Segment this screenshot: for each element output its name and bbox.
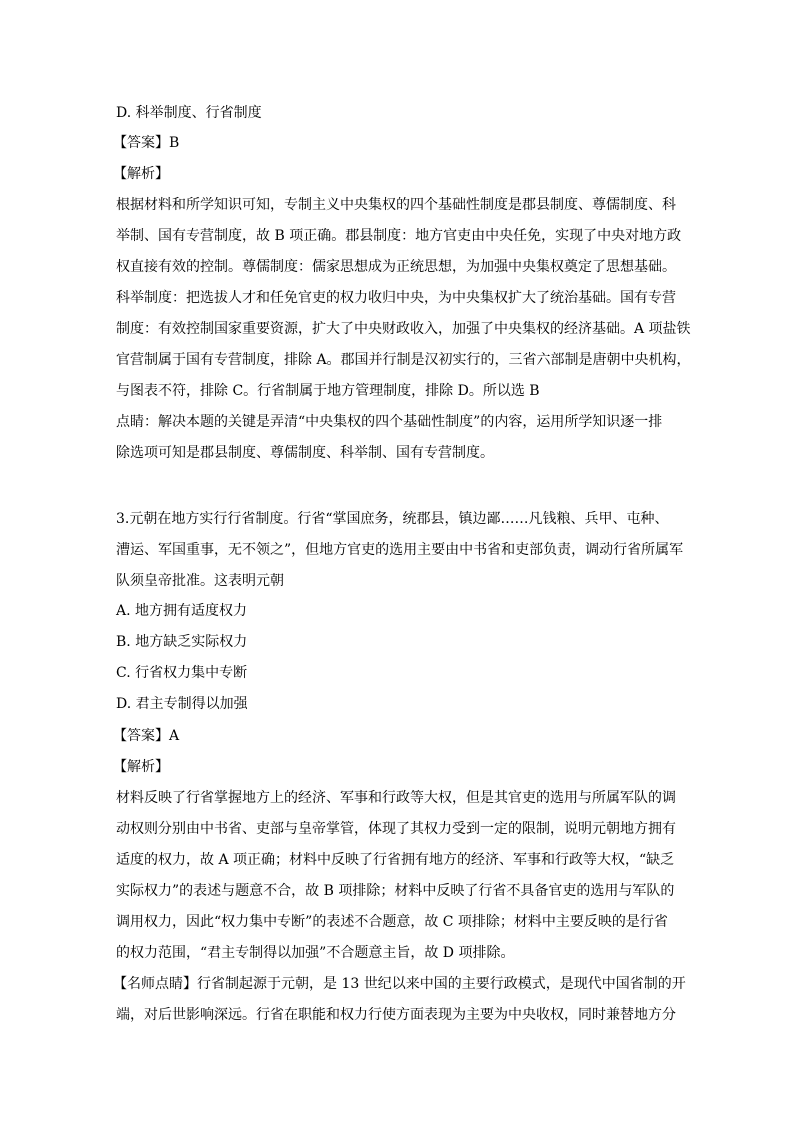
q2-analysis-line: 根据材料和所学知识可知，专制主义中央集权的四个基础性制度是郡县制度、尊儒制度、科 <box>116 197 676 213</box>
q2-option-d: D. 科举制度、行省制度 <box>116 105 262 121</box>
q3-stem-line: 队须皇帝批准。这表明元朝 <box>116 573 284 589</box>
q3-teacher-note: 【名师点睛】行省制起源于元朝，是 13 世纪以来中国的主要行政模式，是现代中国省制的开 <box>113 976 686 992</box>
q3-answer: 【答案】A <box>113 728 180 744</box>
q3-option-a: A. 地方拥有适度权力 <box>116 603 248 619</box>
q2-analysis-heading: 【解析】 <box>113 166 169 182</box>
q3-option-d: D. 君主专制得以加强 <box>116 696 248 712</box>
q3-option-b: B. 地方缺乏实际权力 <box>116 634 248 650</box>
q2-answer: 【答案】B <box>113 135 180 151</box>
q3-option-c: C. 行省权力集中专断 <box>116 665 248 681</box>
q2-analysis-line: 与图表不符，排除 C。行省制属于地方管理制度，排除 D。所以选 B <box>116 383 540 399</box>
q3-stem-line: 漕运、军国重事，无不领之”，但地方官吏的选用主要由中书省和吏部负责，调动行省所属军 <box>116 542 684 558</box>
q3-teacher-note: 端，对后世影响深远。行省在职能和权力行使方面表现为主要为中央收权，同时兼替地方分 <box>116 1007 676 1023</box>
q3-analysis-line: 适度的权力，故 A 项正确；材料中反映了行省拥有地方的经济、军事和行政等大权，“缺乏 <box>116 852 675 868</box>
q3-analysis-line: 的权力范围，“君主专制得以加强”不合题意主旨，故 D 项排除。 <box>116 945 515 961</box>
q3-analysis-line: 材料反映了行省掌握地方上的经济、军事和行政等大权，但是其官吏的选用与所属军队的调 <box>116 790 676 806</box>
q2-key-point: 点睛：解决本题的关键是弄清“中央集权的四个基础性制度”的内容，运用所学知识逐一排 <box>116 414 663 430</box>
q2-analysis-line: 制度：有效控制国家重要资源，扩大了中央财政收入，加强了中央集权的经济基础。A 项盐铁 <box>116 321 691 337</box>
q2-analysis-line: 权直接有效的控制。尊儒制度：儒家思想成为正统思想，为加强中央集权奠定了思想基础。 <box>116 259 676 275</box>
q3-stem-line: 3.元朝在地方实行行省制度。行省“掌国庶务，统郡县，镇边鄙……凡钱粮、兵甲、屯种、 <box>116 511 669 527</box>
q2-analysis-line: 官营制属于国有专营制度，排除 A。郡国并行制是汉初实行的，三省六部制是唐朝中央机构， <box>116 352 691 368</box>
q3-analysis-line: 动权则分别由中书省、吏部与皇帝掌管，体现了其权力受到一定的限制，说明元朝地方拥有 <box>116 821 676 837</box>
q3-analysis-heading: 【解析】 <box>113 759 169 775</box>
q2-key-point: 除选项可知是郡县制度、尊儒制度、科举制、国有专营制度。 <box>116 445 494 461</box>
q3-analysis-line: 实际权力”的表述与题意不合，故 B 项排除；材料中反映了行省不具备官吏的选用与军队的 <box>116 883 675 899</box>
q3-analysis-line: 调用权力，因此“权力集中专断”的表述不合题意，故 C 项排除；材料中主要反映的是行省 <box>116 914 668 930</box>
q2-analysis-line: 举制、国有专营制度，故 B 项正确。郡县制度：地方官吏由中央任免，实现了中央对地方政 <box>116 228 682 244</box>
q2-analysis-line: 科举制度：把选拔人才和任免官吏的权力收归中央，为中央集权扩大了统治基础。国有专营 <box>116 290 676 306</box>
